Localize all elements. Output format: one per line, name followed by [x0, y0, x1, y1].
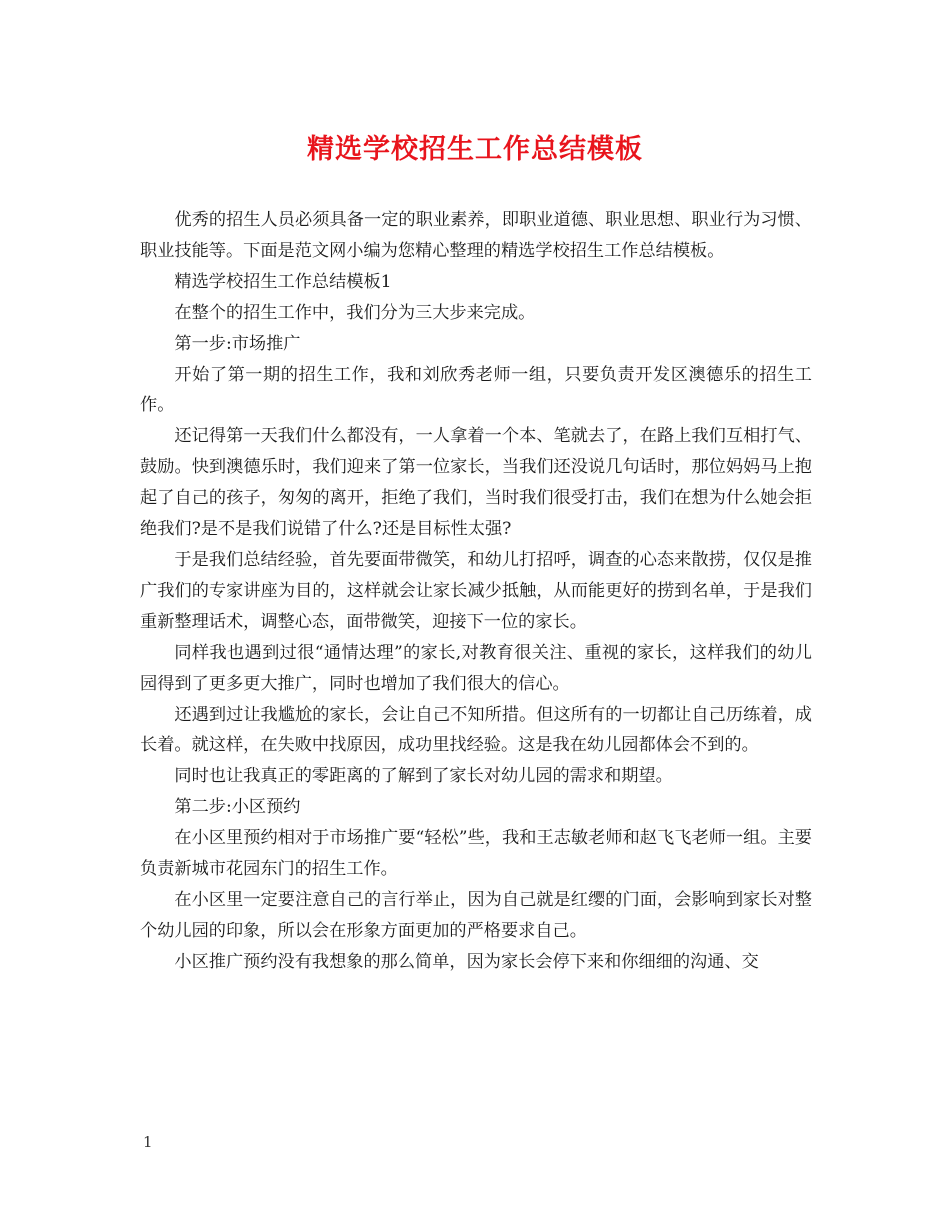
document-body — [140, 205, 812, 978]
paragraph: 同样我也遇到过很“通情达理”的家长,对教育很关注、重视的家长，这样我们的幼儿园得到了更多更大推广，同时也增加了我们很大的信心。 — [140, 642, 812, 694]
paragraph: 开始了第一期的招生工作，我和刘欣秀老师一组，只要负责开发区澳德乐的招生工作。 — [140, 364, 812, 416]
paragraph: 于是我们总结经验，首先要面带微笑，和幼儿打招呼，调查的心态来散捞，仅仅是推广我们的专家讲座为目的，这样就会让家长减少抵触，从而能更好的捞到名单，于是我们重新整理话术，调整心态，面带微笑，迎接下一位的家长。 — [140, 549, 812, 632]
paragraph: 同时也让我真正的零距离的了解到了家长对幼儿园的需求和期望。 — [174, 766, 673, 787]
paragraph-step-heading: 第二步:小区预约 — [174, 797, 301, 818]
document-title: 精选学校招生工作总结模板 — [307, 134, 643, 165]
paragraph: 还记得第一天我们什么都没有，一人拿着一个本、笔就去了，在路上我们互相打气、鼓励。快到澳德乐时，我们迎来了第一位家长，当我们还没说几句话时，那位妈妈马上抱起了自己的孩子，匆匆的离开，拒绝了我们，当时我们很受打击，我们在想为什么她会拒绝我们?是不是我们说错了什么?还是目标性太强? — [140, 426, 812, 540]
paragraph: 小区推广预约没有我想象的那么简单，因为家长会停下来和你细细的沟通、交 — [174, 951, 759, 972]
paragraph: 还遇到过让我尴尬的家长，会让自己不知所措。但这所有的一切都让自己历练着，成长着。就这样，在失败中找原因，成功里找经验。这是我在幼儿园都体会不到的。 — [140, 704, 812, 756]
paragraph-intro: 优秀的招生人员必须具备一定的职业素养，即职业道德、职业思想、职业行为习惯、职业技能等。下面是范文网小编为您精心整理的精选学校招生工作总结模板。 — [140, 210, 812, 261]
paragraph-step-heading: 第一步:市场推广 — [174, 333, 301, 354]
paragraph: 在整个的招生工作中，我们分为三大步来完成。 — [174, 302, 536, 323]
paragraph-section-heading: 精选学校招生工作总结模板1 — [174, 271, 392, 292]
paragraph: 在小区里预约相对于市场推广要“轻松”些，我和王志敏老师和赵飞飞老师一组。主要负责新城市花园东门的招生工作。 — [140, 828, 812, 880]
paragraph: 在小区里一定要注意自己的言行举止，因为自己就是红缨的门面，会影响到家长对整个幼儿园的印象，所以会在形象方面更加的严格要求自己。 — [140, 889, 812, 941]
page-number: 1 — [143, 1133, 153, 1151]
